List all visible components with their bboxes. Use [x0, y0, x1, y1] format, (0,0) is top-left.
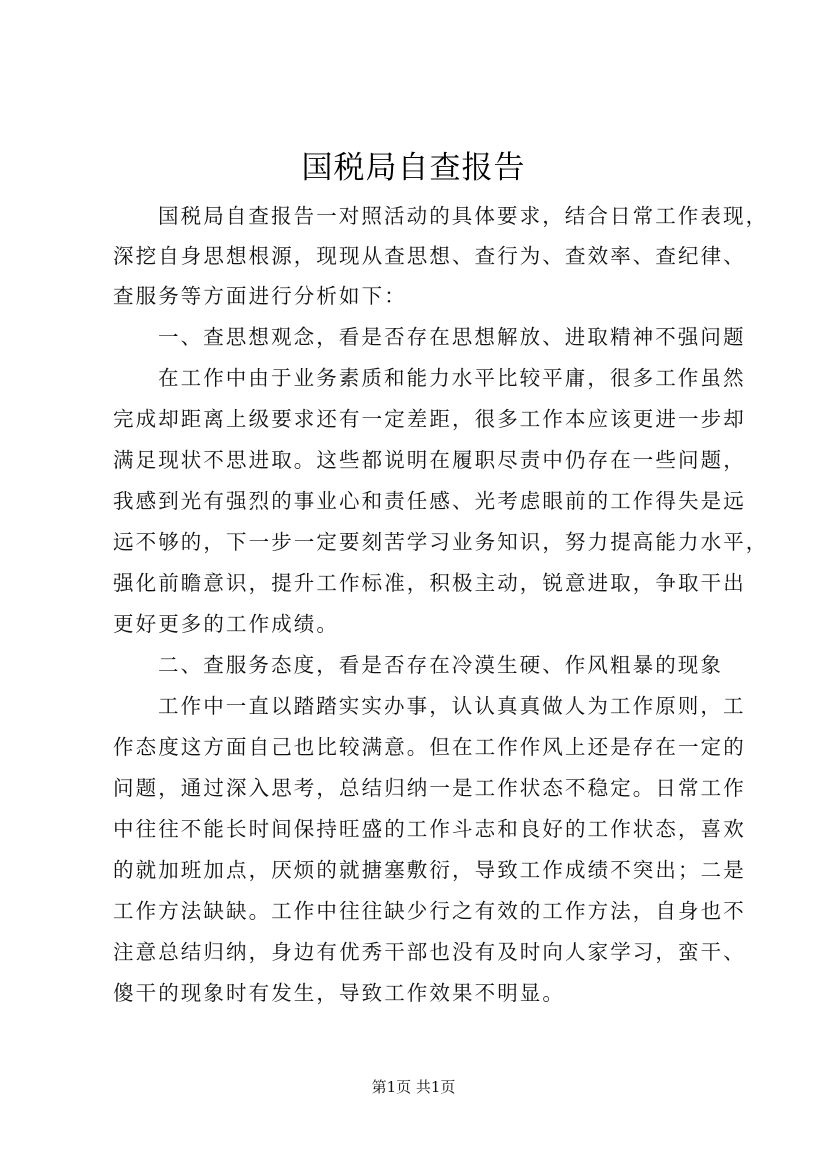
body-line: 查服务等方面进行分析如下：: [113, 284, 407, 308]
page-number-footer: 第1页 共1页: [371, 1078, 456, 1096]
body-line: 我感到光有强烈的事业心和责任感、光考虑眼前的工作得失是远: [113, 489, 746, 513]
body-line: 傻干的现象时有发生，导致工作效果不明显。: [113, 981, 565, 1005]
body-line: 深挖自身思想根源，现现从查思想、查行为、查效率、查纪律、: [113, 244, 746, 268]
section-heading: 一、查思想观念，看是否存在思想解放、进取精神不强问题: [158, 325, 746, 349]
body-line: 国税局自查报告一对照活动的具体要求，结合日常工作表现，: [158, 204, 769, 228]
body-line: 工作方法缺缺。工作中往往缺少行之有效的工作方法，自身也不: [113, 899, 746, 923]
document-title: 国税局自查报告: [301, 150, 526, 186]
body-line: 注意总结归纳，身边有优秀干部也没有及时向人家学习，蛮干、: [113, 940, 746, 964]
body-line: 强化前瞻意识，提升工作标准，积极主动，锐意进取，争取干出: [113, 571, 746, 595]
body-line: 在工作中由于业务素质和能力水平比较平庸，很多工作虽然: [158, 366, 746, 390]
body-line: 更好更多的工作成绩。: [113, 612, 339, 636]
body-line: 满足现状不思进取。这些都说明在履职尽责中仍存在一些问题，: [113, 448, 746, 472]
body-line: 完成却距离上级要求还有一定差距，很多工作本应该更进一步却: [113, 407, 746, 431]
body-line: 问题，通过深入思考，总结归纳一是工作状态不稳定。日常工作: [113, 776, 746, 800]
section-heading: 二、查服务态度，看是否存在冷漠生硬、作风粗暴的现象: [158, 653, 723, 677]
body-line: 作态度这方面自己也比较满意。但在工作作风上还是存在一定的: [113, 735, 746, 759]
body-line: 的就加班加点，厌烦的就搪塞敷衍，导致工作成绩不突出；二是: [113, 858, 746, 882]
body-line: 中往往不能长时间保持旺盛的工作斗志和良好的工作状态，喜欢: [113, 817, 746, 841]
body-line: 工作中一直以踏踏实实办事，认认真真做人为工作原则，工: [158, 694, 746, 718]
body-line: 远不够的，下一步一定要刻苦学习业务知识，努力提高能力水平，: [113, 530, 769, 554]
